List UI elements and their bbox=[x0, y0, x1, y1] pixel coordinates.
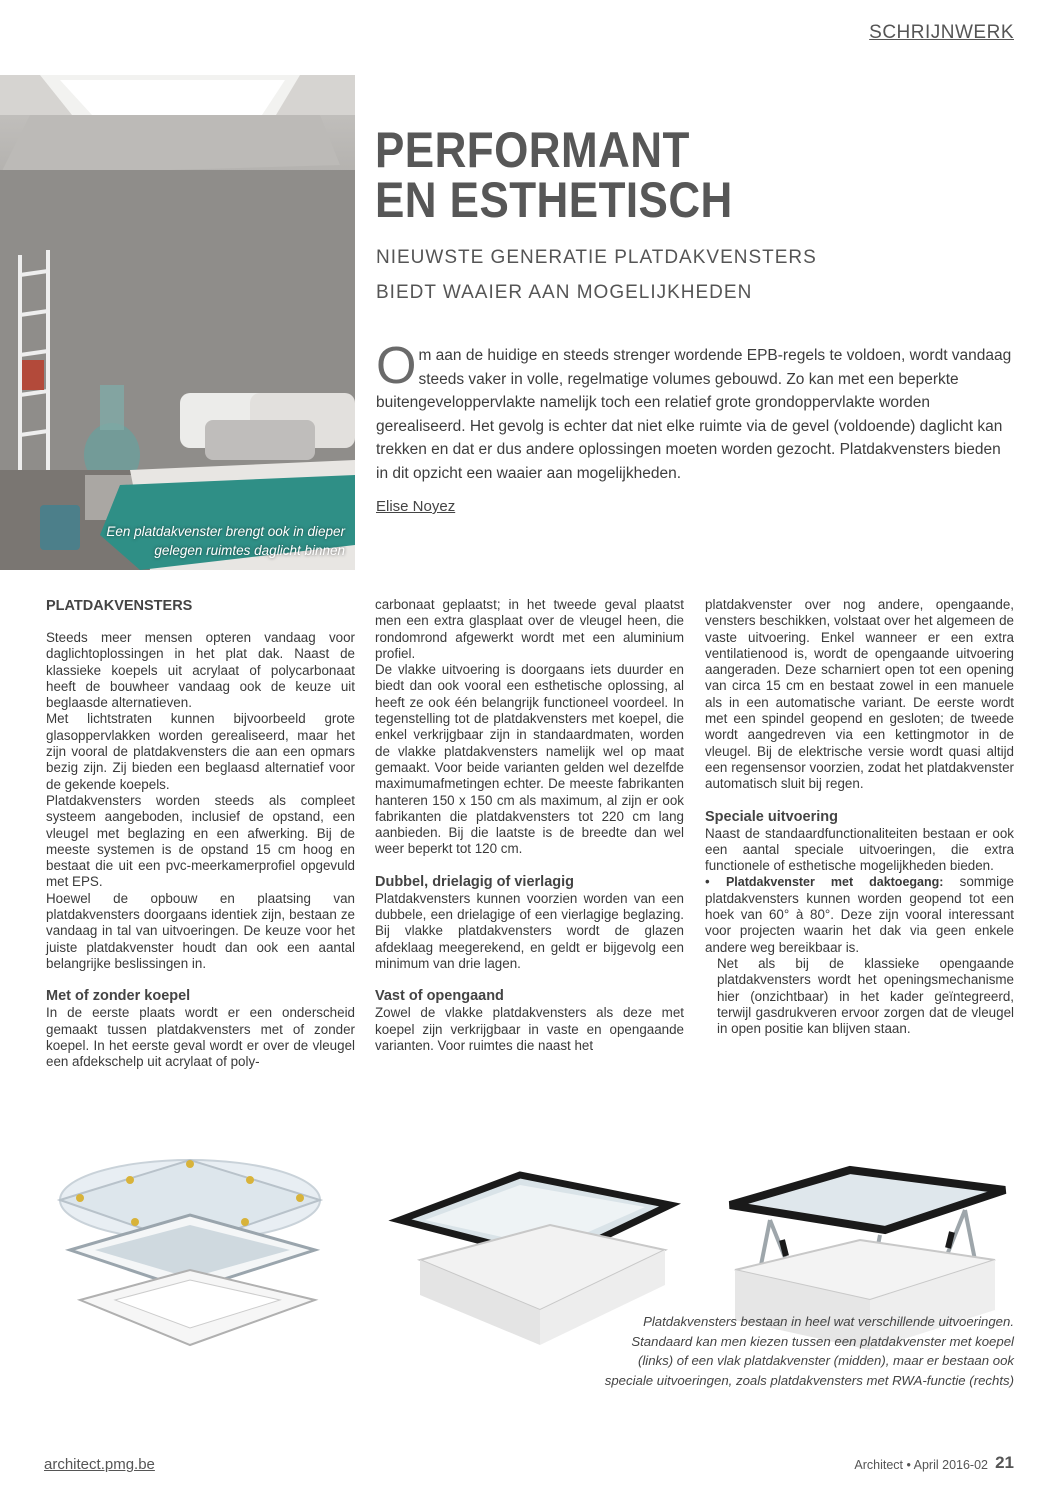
paragraph: carbonaat geplaatst; in het tweede geval plaatst men een extra glasplaat over de vleugel heen, die rondomrond afgewerkt wordt met een aluminium profiel. bbox=[375, 597, 684, 661]
column-2 bbox=[375, 597, 684, 1054]
hero-caption bbox=[45, 522, 345, 560]
paragraph: In de eerste plaats wordt er een onderscheid gemaakt tussen platdakvensters met of zonder koepel. In het eerste geval wordt er over de vleugel een afdekschelp uit acrylaat of poly- bbox=[46, 1005, 355, 1070]
caption-line: Standaard kan men kiezen tussen een platdakvenster met koepel bbox=[631, 1333, 1014, 1349]
products-caption bbox=[594, 1312, 1014, 1390]
paragraph: Zowel de vlakke platdakvensters als deze met koepel zijn verkrijgbaar in vaste en opengaande varianten. Voor ruimtes die naast het bbox=[375, 1005, 684, 1053]
column-3 bbox=[705, 597, 1014, 1037]
paragraph: Met lichtstraten kunnen bijvoorbeeld grote glasoppervlakken worden gerealiseerd, maar het zijn vooral de platdakvensters die aan een opmars bezig zijn. Zij bieden een beglaasd alternatief voor de gekende koepels. bbox=[46, 711, 355, 792]
title-line: PERFORMANT bbox=[375, 122, 690, 178]
paragraph: Platdakvensters worden steeds als compleet systeem aangeboden, inclusief de opstand, een vleugel met beglazing en een afwerking. Bij de meeste systemen is de opstand 15 cm hoog en bestaat die uit een pvc-meerkamerprofiel opgevuld met EPS. bbox=[46, 792, 355, 890]
title-line: EN ESTHETISCH bbox=[375, 172, 733, 228]
article-title bbox=[375, 122, 956, 228]
heading-koepel: Met of zonder koepel bbox=[46, 988, 191, 1005]
product-dome-skylight bbox=[40, 1150, 350, 1350]
intro-text: m aan de huidige en steeds strenger wordende EPB-regels te voldoen, wordt vandaag steeds vaker in volle, regelmatige volumes gebouwd. Zo kan met een beperkte buitengeveloppervlakte namelijk toch een relatief grote grondoppervlakte worden gerealiseerd. Het gevolg is echter dat niet elke ruimte via de gevel (voldoende) daglicht kan trekken en dat er dus andere oplossingen moeten worden gezocht. Platdakvensters bieden in dit opzicht een waaier aan mogelijkheden. bbox=[376, 347, 1012, 482]
paragraph: Hoewel de opbouw en plaatsing van platdakvensters doorgaans identiek zijn, bestaan ze vandaag in tal van uitvoeringen. De keuze voor het juiste platdakvenster houdt dan ook een aantal belangrijke beslissingen in. bbox=[46, 890, 355, 971]
bullet-icon: • bbox=[705, 874, 726, 890]
hero-photo bbox=[0, 75, 355, 570]
article-subtitle bbox=[376, 240, 1036, 310]
footer-issue: Architect • April 2016-02 bbox=[854, 1458, 988, 1472]
page-number: 21 bbox=[995, 1453, 1014, 1472]
paragraph: Platdakvensters kunnen voorzien worden van een dubbele, een drielagige of een vierlagige beglazing. Bij vlakke platdakvensters wordt de glazen afdeklaag meegerekend, en geldt er bijgevolg een minimum van drie lagen. bbox=[375, 890, 684, 971]
paragraph: Naast de standaardfunctionaliteiten bestaan er ook een aantal speciale uitvoeringen, die extra functionele of esthetische mogelijkheden bieden. bbox=[705, 825, 1014, 874]
column-1 bbox=[46, 597, 355, 1070]
section-label: SCHRIJNWERK bbox=[869, 22, 1014, 43]
hero-caption-line: gelegen ruimtes daglicht binnen bbox=[154, 543, 345, 558]
heading-speciaal: Speciale uitvoering bbox=[705, 808, 838, 825]
subtitle-line: BIEDT WAAIER AAN MOGELIJKHEDEN bbox=[376, 282, 753, 303]
bullet-label: Platdakvenster met daktoegang: bbox=[725, 875, 944, 890]
bedroom-illustration bbox=[0, 75, 355, 570]
author-name: Elise Noyez bbox=[376, 498, 456, 515]
heading-opengaand: Vast of opengaand bbox=[375, 988, 504, 1005]
footer-site-link[interactable]: architect.pmg.be bbox=[44, 1456, 155, 1473]
paragraph: platdakvenster over nog andere, opengaande, vensters beschikken, volstaat over het algemeen de vaste uitvoering. Enkel wanneer er een extra ventilatienood is, wordt de opengaande uitvoering aangeraden. Deze scharniert open tot een opening van circa 15 cm en bestaat zowel in een manuele als in een automatische variant. De eerste wordt met een spindel geopend en gesloten; de tweede wordt aangedreven via een kettingmotor in de vleugel. Bij de elektrische versie wordt quasi altijd een regensensor voorzien, zodat het platdakvenster automatisch sluit bij regen. bbox=[705, 597, 1014, 792]
caption-line: (links) of een vlak platdakvenster (midden), maar er bestaan ook bbox=[637, 1353, 1014, 1368]
heading-lagen: Dubbel, drielagig of vierlagig bbox=[375, 873, 574, 890]
caption-line: Platdakvensters bestaan in heel wat verschillende uitvoeringen. bbox=[643, 1314, 1014, 1329]
paragraph: De vlakke uitvoering is doorgaans iets duurder en biedt dan ook vooral een esthetische oplossing, al heeft ze ook één belangrijk functioneel voordeel. In tegenstelling tot de platdakvensters met koepel, die enkel verkrijgbaar zijn in standaardmaten, worden de vlakke platdakvensters namelijk wel op maat gemaakt. Voor beide varianten gelden wel dezelfde maximumafmetingen echter. De meeste fabrikanten hanteren 150 x 150 cm als maximum, al zijn er ook fabrikanten die platdakvensters tot 220 cm lang aanbieden. Bij die laatste is de breedte dan wel weer beperkt tot 120 cm. bbox=[375, 662, 684, 857]
subtitle-line: NIEUWSTE GENERATIE PLATDAKVENSTERS bbox=[376, 247, 817, 268]
heading-platdakvensters: PLATDAKVENSTERS bbox=[46, 598, 193, 614]
hero-caption-line: Een platdakvenster brengt ook in dieper bbox=[106, 524, 345, 539]
caption-line: speciale uitvoeringen, zoals platdakvensters met RWA-functie (rechts) bbox=[604, 1372, 1014, 1388]
bullet-text: sommige platdakvensters kunnen worden geopend tot een hoek van 60° à 80°. Deze zijn vooral interessant voor projecten waarin het dak via geen enkele andere weg bereikbaar is. bbox=[705, 874, 1014, 955]
intro-paragraph bbox=[376, 337, 1016, 485]
drop-cap: O bbox=[376, 337, 417, 395]
bullet-item bbox=[705, 874, 1014, 955]
paragraph: Steeds meer mensen opteren vandaag voor daglichtoplossingen in het plat dak. Naast de klassieke koepels uit acrylaat of polycarbonaat heeft de bouwheer vandaag ook de keuze uit beglaasde alternatieven. bbox=[46, 630, 355, 711]
paragraph: Net als bij de klassieke opengaande platdakvensters wordt het openingsmechanisme hier (onzichtbaar) in het kader geïntegreerd, terwijl gasdrukveren ervoor zorgen dat de vleugel in open positie kan blijven staan. bbox=[717, 955, 1014, 1037]
